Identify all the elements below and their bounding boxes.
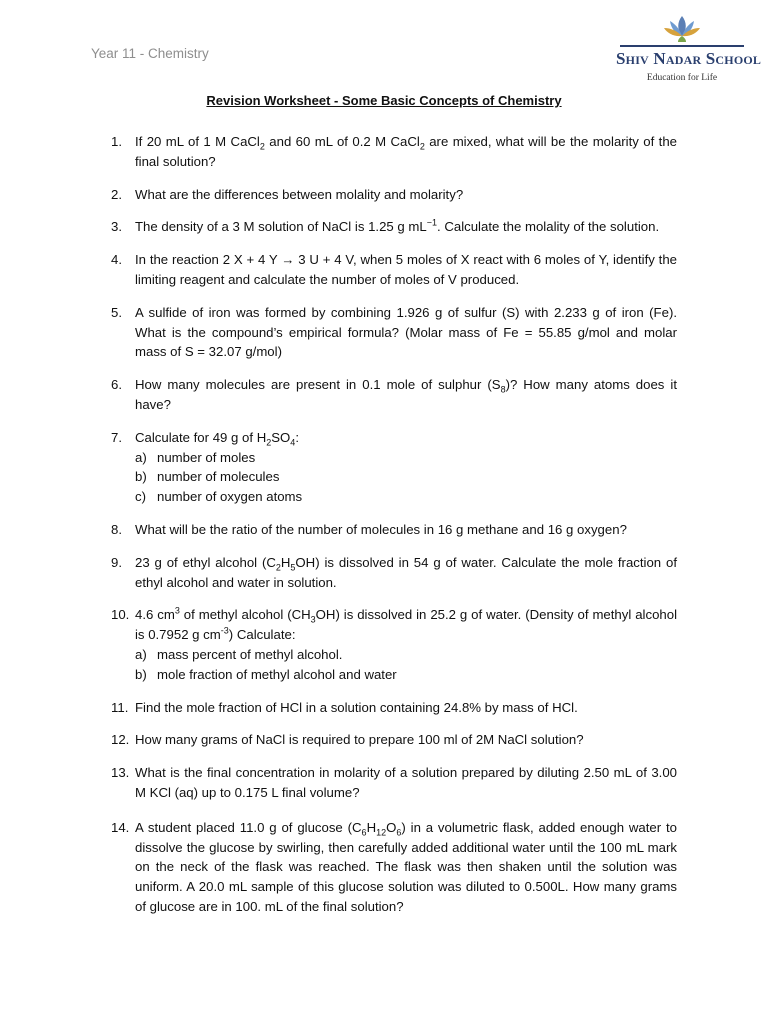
question-item bbox=[111, 185, 677, 205]
sub-question-label: b) bbox=[135, 666, 147, 682]
question-number: 8. bbox=[111, 521, 122, 537]
question-text: How many molecules are present in 0.1 mole of sulphur $(S_8)$? How many atoms does it have? bbox=[135, 377, 677, 412]
question-number: 5. bbox=[111, 304, 122, 320]
sub-question-text: number of oxygen atoms bbox=[157, 489, 303, 505]
sub-question-text: mass percent of methyl alcohol. bbox=[157, 646, 343, 662]
question-text: What is the final concentration in molarity of a solution prepared by diluting 2.50 mL of 3.00 M KCl (aq) up to 0.175 L final volume? bbox=[135, 765, 677, 800]
sub-question-text: mole fraction of methyl alcohol and water bbox=[157, 666, 397, 682]
question-number: 6. bbox=[111, 377, 122, 393]
sub-question-label: c) bbox=[135, 489, 146, 505]
question-item bbox=[111, 250, 677, 290]
question-list bbox=[111, 132, 677, 917]
sub-question bbox=[135, 448, 677, 468]
question-number: 13. bbox=[111, 765, 130, 781]
question-text: The density of a 3 M solution of NaCl is 1.25 g $mL^{-1}$. Calculate the molality of the solution. bbox=[135, 218, 660, 235]
question-text: 23 g of ethyl alcohol $(C_2H_5OH)$ is dissolved in 54 g of water. Calculate the mole fraction of ethyl alcohol and water in solution. bbox=[135, 554, 677, 590]
sub-question bbox=[135, 467, 677, 487]
question-item bbox=[111, 132, 677, 172]
sub-question bbox=[135, 665, 677, 685]
question-number: 11. bbox=[111, 699, 129, 715]
sub-question-label: b) bbox=[135, 469, 147, 485]
sub-question-text: number of molecules bbox=[157, 469, 280, 485]
sub-question-label: a) bbox=[135, 449, 147, 465]
question-item bbox=[111, 818, 677, 917]
sub-question bbox=[135, 487, 677, 507]
question-item bbox=[111, 698, 677, 718]
question-text: 4.6 $cm^3$ of methyl alcohol $(CH_3OH)$ is dissolved in 25.2 g of water. (Density of methyl alcohol is 0.7952 g $cm^{-3}$) Calculate: bbox=[135, 605, 678, 643]
question-text: What are the differences between molality and molarity? bbox=[135, 186, 464, 202]
question-number: 12. bbox=[111, 732, 130, 748]
question-number: 2. bbox=[111, 186, 122, 202]
question-item bbox=[111, 428, 677, 507]
question-text: Find the mole fraction of HCl in a solution containing 24.8% by mass of HCl. bbox=[135, 699, 578, 715]
sub-question-text: number of moles bbox=[157, 449, 256, 465]
question-text: What will be the ratio of the number of molecules in 16 g methane and 16 g oxygen? bbox=[135, 521, 627, 537]
question-number: 10. bbox=[111, 607, 130, 623]
question-number: 3. bbox=[111, 219, 122, 235]
question-item bbox=[111, 730, 677, 750]
question-item bbox=[111, 217, 677, 237]
question-item bbox=[111, 520, 677, 540]
question-text: In the reaction 2 X + 4 Y → 3 U + 4 V, when 5 moles of X react with 6 moles of Y, identify the limiting reagent and calculate the number of moles of V produced. bbox=[135, 252, 677, 287]
question-text: A student placed 11.0 g of glucose $(C_6H_{12}O_6)$ in a volumetric flask, added enough water to dissolve the glucose by swirling, then carefully added additional water until the 100 mL mark on the neck of the flask was reached. The flask was then shaken until the solution was uniform. A 20.0 mL sample of this glucose solution was diluted to 0.500L. How many grams of glucose are in 100. mL of the final solution? bbox=[135, 819, 677, 914]
question-number: 9. bbox=[111, 554, 122, 570]
question-text: Calculate for 49 g of $H_2SO_4$: bbox=[135, 429, 299, 448]
sub-question bbox=[135, 645, 677, 665]
question-number: 14. bbox=[111, 819, 130, 835]
question-text: If 20 mL of 1 M CaCl$_2$ and 60 mL of 0.2 M CaCl$_2$ are mixed, what will be the molarity of the final solution? bbox=[135, 134, 677, 169]
worksheet-title: Revision Worksheet - Some Basic Concepts of Chemistry bbox=[206, 93, 562, 108]
question-number: 1. bbox=[111, 134, 122, 149]
school-logo bbox=[616, 14, 762, 83]
question-text: A sulfide of iron was formed by combining 1.926 g of sulfur (S) with 2.233 g of iron (Fe). What is the compound’s empirical formula? (Molar mass of Fe = 55.85 g/mol and molar mass of S = 32.07 g/mol) bbox=[135, 304, 677, 360]
question-item bbox=[111, 303, 677, 362]
lotus-icon bbox=[663, 14, 701, 42]
question-number: 7. bbox=[111, 429, 122, 445]
school-name: Shiv Nadar School bbox=[616, 49, 762, 68]
question-item bbox=[111, 763, 677, 803]
question-number: 4. bbox=[111, 252, 122, 268]
question-item bbox=[111, 375, 677, 415]
question-text: How many grams of NaCl is required to prepare 100 ml of 2M NaCl solution? bbox=[135, 732, 584, 748]
question-item bbox=[111, 605, 677, 684]
sub-question-label: a) bbox=[135, 646, 147, 662]
question-item bbox=[111, 553, 677, 593]
school-tagline: Education for Life bbox=[646, 73, 718, 83]
course-label: Year 11 - Chemistry bbox=[91, 46, 209, 61]
